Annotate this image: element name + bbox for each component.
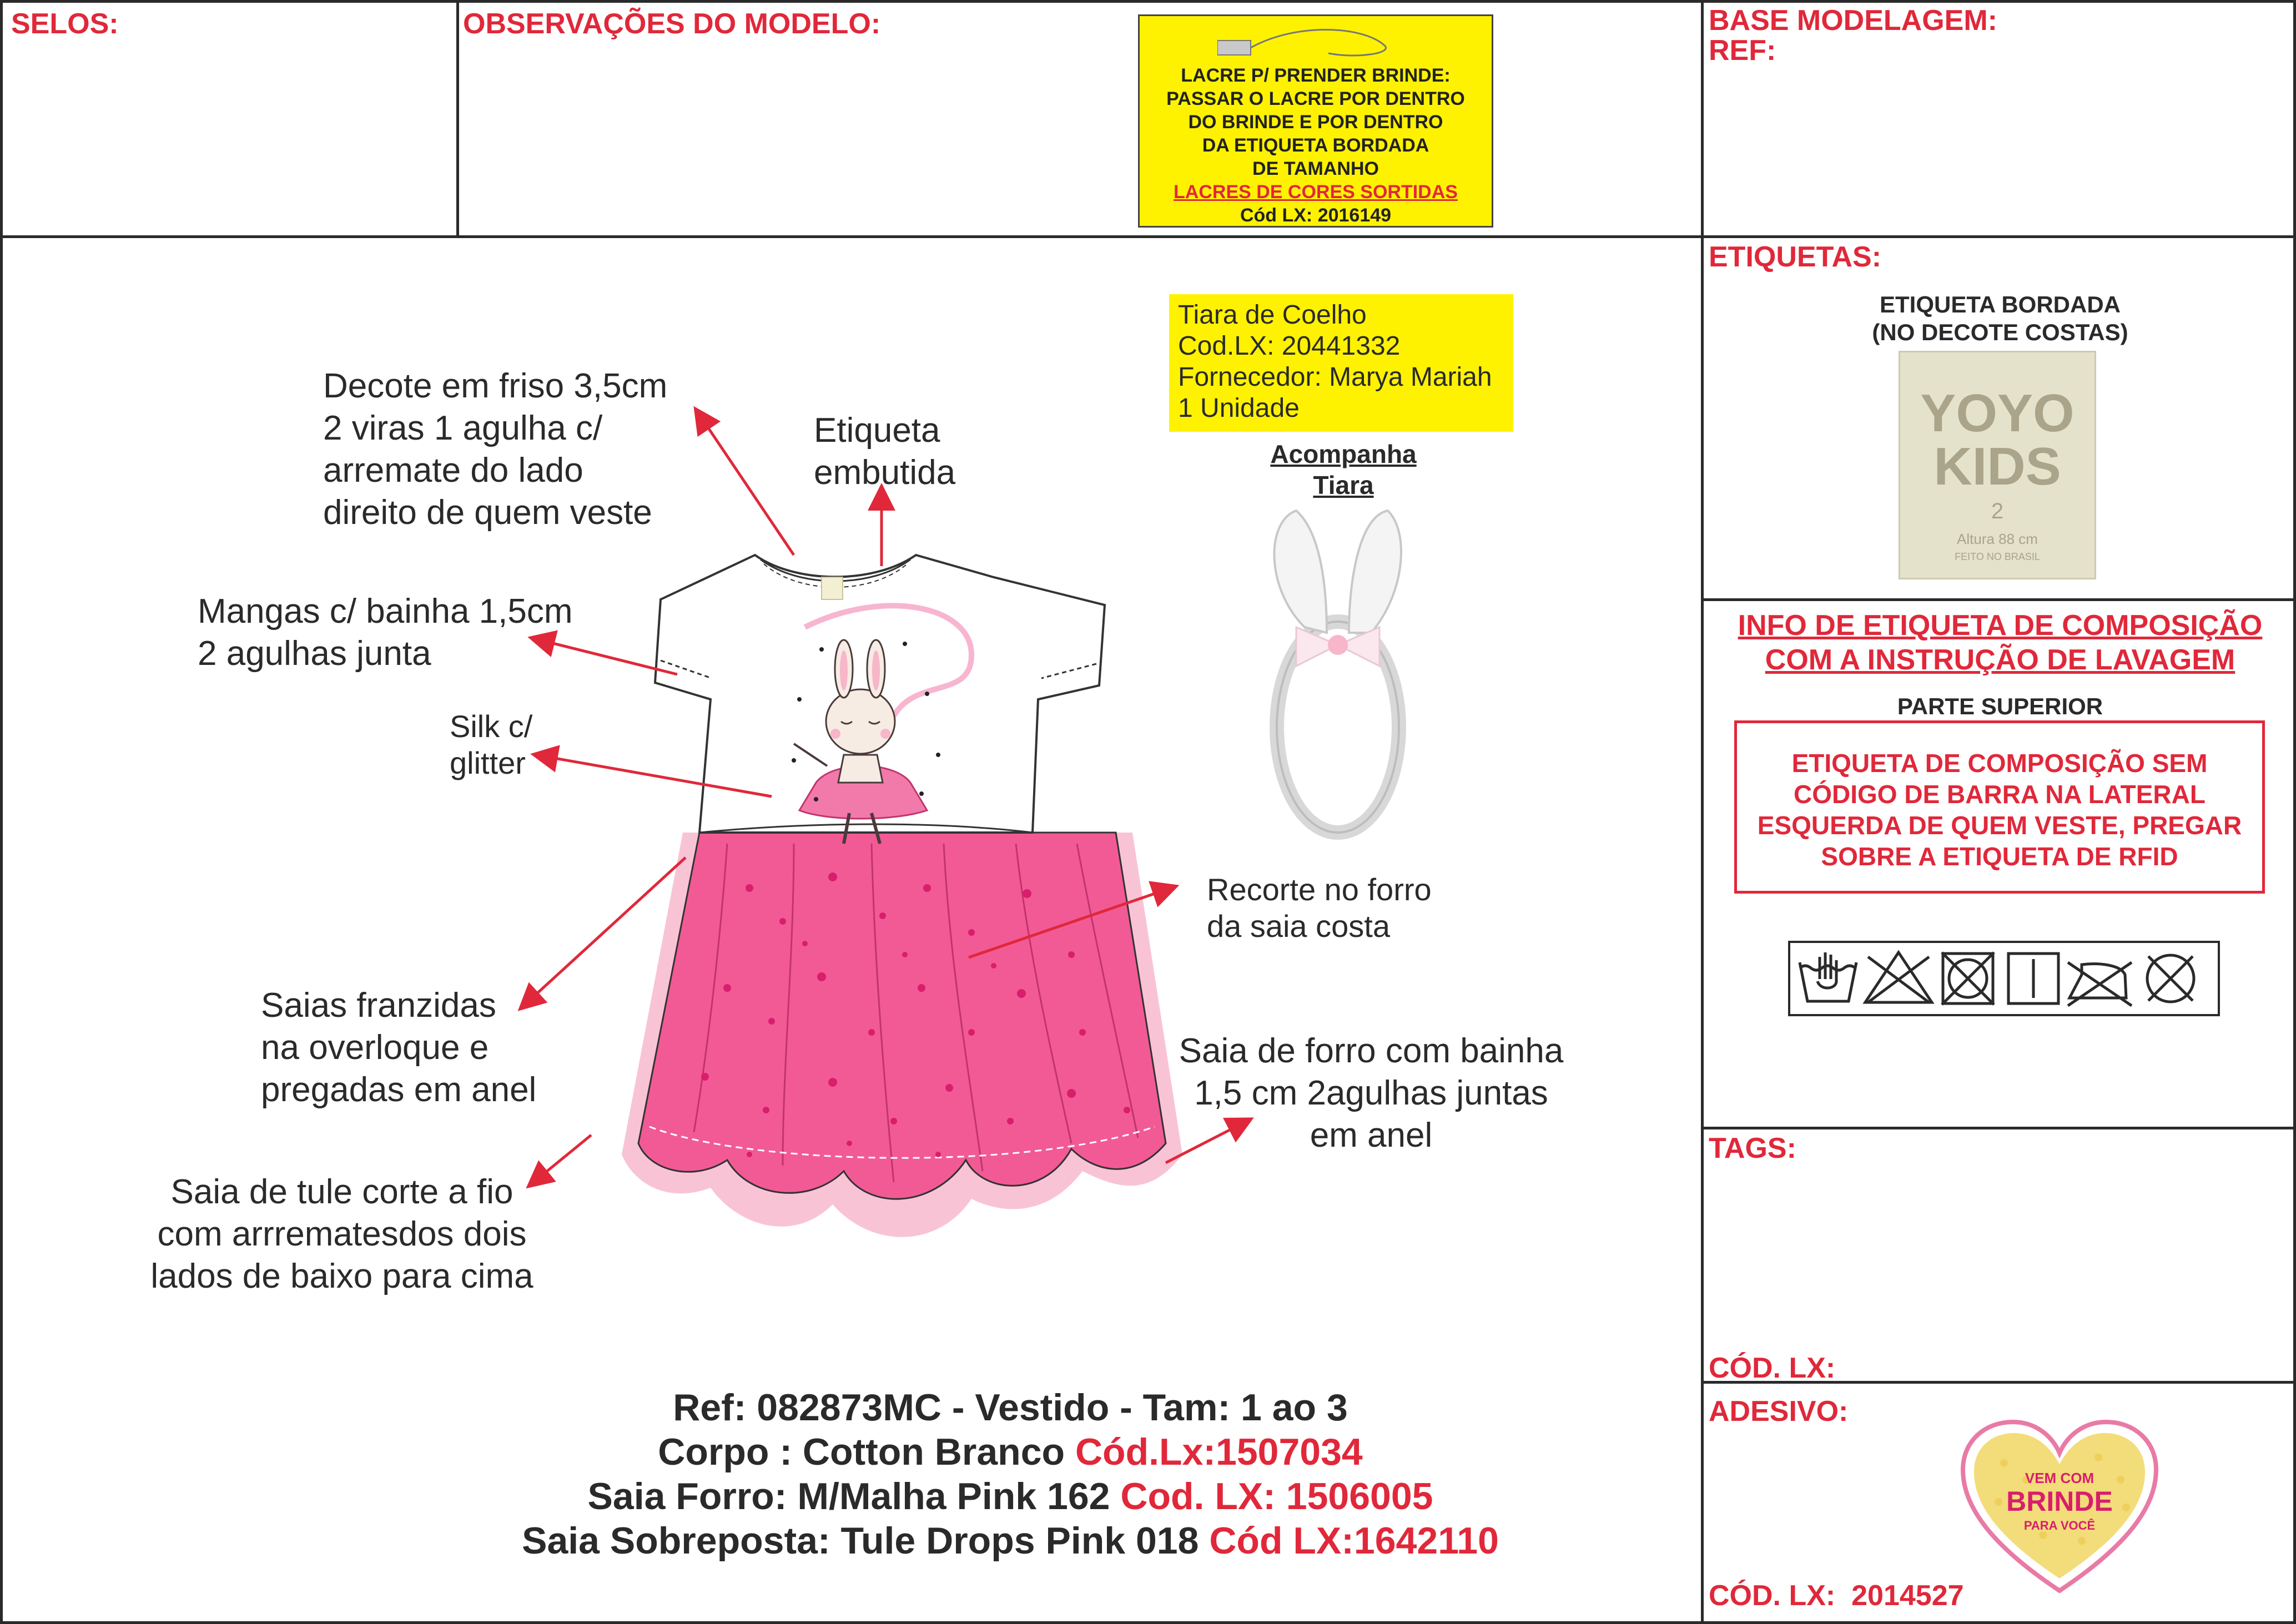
tags-title: TAGS: — [1709, 1132, 1796, 1164]
note-silk: Silk c/ glitter — [450, 709, 533, 780]
woven-label — [1899, 351, 2096, 579]
sidebar-line-3 — [1701, 1127, 2296, 1129]
tiara-line-3: Fornecedor: Marya Mariah — [1178, 362, 1492, 392]
tiara-line-4: 1 Unidade — [1178, 394, 1300, 423]
info-composicao-title: INFO DE ETIQUETA DE COMPOSIÇÃO COM A INSTRUÇÃO DE LAVAGEM — [1738, 609, 2263, 676]
ref-title: REF: — [1709, 34, 1776, 67]
adesivo-code-value: 2014527 — [1851, 1580, 1964, 1612]
tiara-caption: Acompanha Tiara — [1270, 440, 1417, 500]
note-recorte: Recorte no forro da saia costa — [1207, 872, 1432, 944]
composicao-line-4: SOBRE A ETIQUETA DE RFID — [1821, 842, 2178, 871]
arrow-decote — [697, 411, 794, 555]
selos-title: SELOS: — [11, 8, 119, 40]
lacre-line-5: DE TAMANHO — [1252, 158, 1379, 179]
composicao-line-1: ETIQUETA DE COMPOSIÇÃO SEM — [1791, 749, 2208, 778]
label-brand-2: KIDS — [1934, 437, 2061, 496]
label-height: Altura 88 cm — [1957, 531, 2038, 547]
arrow-recorte — [969, 887, 1174, 957]
note-saia-tule: Saia de tule corte a fio com arrrematesdos dois lados de baixo para cima — [150, 1173, 533, 1295]
parte-superior: PARTE SUPERIOR — [1897, 693, 2103, 719]
etiquetas-title: ETIQUETAS: — [1709, 241, 1882, 273]
no-tumble-dry-icon — [1942, 952, 1994, 1005]
arrow-saias — [522, 858, 686, 1007]
product-saia-forro: Saia Forro: M/Malha Pink 162 Cod. LX: 1506005 — [587, 1475, 1433, 1517]
sticker-line-3: PARA VOCÊ — [2023, 1519, 2096, 1532]
lacre-code: Cód LX: 2016149 — [1240, 205, 1392, 226]
product-corpo: Corpo : Cotton Branco Cód.Lx:1507034 — [658, 1431, 1363, 1473]
note-etiqueta: Etiqueta embutida — [814, 411, 956, 492]
note-decote: Decote em friso 3,5cm 2 viras 1 agulha c/ arremate do lado direito de quem veste — [323, 367, 668, 532]
note-saia-forro: Saia de forro com bainha 1,5 cm 2agulhas juntas em anel — [1179, 1032, 1564, 1154]
note-saias-franzidas: Saias franzidas na overloque e pregadas em anel — [261, 986, 537, 1109]
product-saia-sobreposta: Saia Sobreposta: Tule Drops Pink 018 Cód LX:1642110 — [522, 1520, 1499, 1562]
label-made: FEITO NO BRASIL — [1955, 551, 2040, 562]
label-size: 2 — [1991, 499, 2004, 523]
adesivo-title: ADESIVO: — [1709, 1395, 1849, 1428]
base-modelagem-title: BASE MODELAGEM: — [1709, 4, 1997, 37]
lacre-line-4: DA ETIQUETA BORDADA — [1202, 135, 1429, 156]
sticker-line-2: BRINDE — [2006, 1486, 2113, 1517]
observacoes-title: OBSERVAÇÕES DO MODELO: — [463, 8, 881, 40]
composicao-line-3: ESQUERDA DE QUEM VESTE, PREGAR — [1757, 811, 2242, 840]
product-ref: Ref: 082873MC - Vestido - Tam: 1 ao 3 — [673, 1386, 1348, 1429]
lacre-line-1: LACRE P/ PRENDER BRINDE: — [1181, 65, 1451, 86]
sidebar-line-1 — [1701, 235, 2296, 238]
label-brand-1: YOYO — [1920, 384, 2075, 443]
composicao-box — [1734, 720, 2265, 894]
etiqueta-bordada-caption: ETIQUETA BORDADA (NO DECOTE COSTAS) — [1872, 291, 2128, 345]
tiara-line-1: Tiara de Coelho — [1178, 300, 1367, 330]
lacre-line-2: PASSAR O LACRE POR DENTRO — [1166, 88, 1465, 109]
note-mangas: Mangas c/ bainha 1,5cm 2 agulhas junta — [198, 592, 573, 673]
composicao-line-2: CÓDIGO DE BARRA NA LATERAL — [1794, 780, 2206, 809]
care-symbols — [1788, 940, 2221, 1017]
lacre-red-line: LACRES DE CORES SORTIDAS — [1174, 181, 1458, 203]
sticker-line-1: VEM COM — [2025, 1470, 2094, 1486]
brinde-sticker — [1960, 1419, 2159, 1596]
adesivo-cod-lx: CÓD. LX: 2014527 — [1709, 1580, 1964, 1612]
sidebar-line-2 — [1701, 598, 2296, 601]
tiara-line-2: Cod.LX: 20441332 — [1178, 331, 1401, 361]
arrow-silk — [536, 755, 772, 796]
tags-cod-lx: CÓD. LX: — [1709, 1352, 1836, 1384]
lacre-line-3: DO BRINDE E POR DENTRO — [1188, 112, 1443, 133]
